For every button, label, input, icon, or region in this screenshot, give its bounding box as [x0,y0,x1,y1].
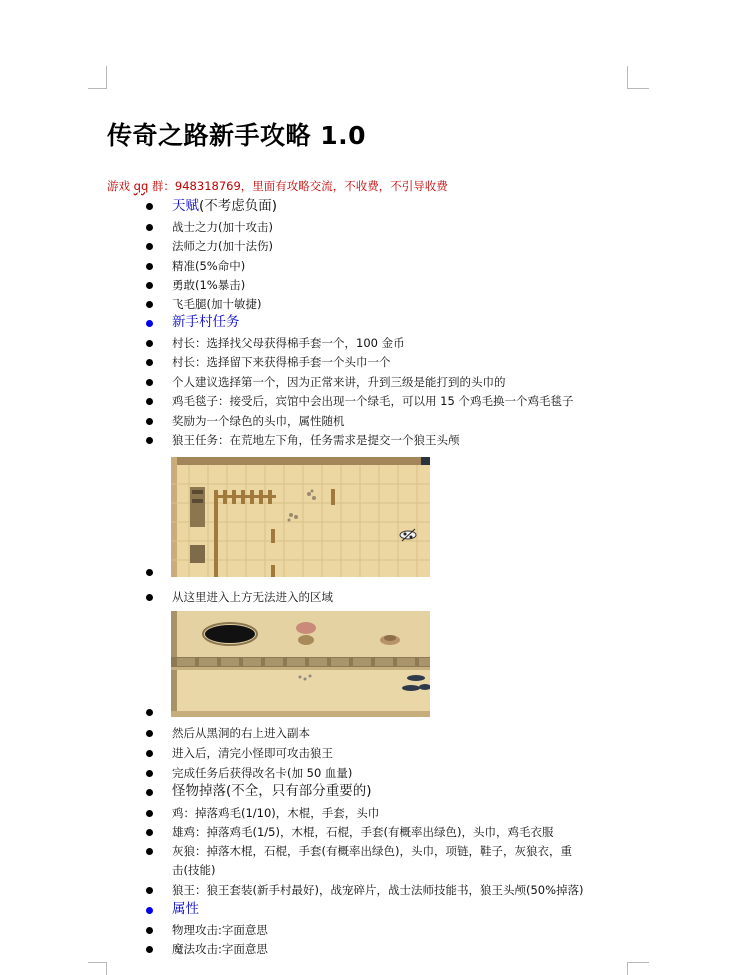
list-item-continuation: 击(技能) [172,863,216,877]
list-item: 完成任务后获得改名卡(加 50 血量) [172,766,353,780]
bullet-icon [146,203,153,210]
list-item: 精准(5%命中) [172,259,246,273]
list-item: 鸡毛毯子：接受后，宾馆中会出现一个绿毛，可以用 15 个鸡毛换一个鸡毛毯子 [172,394,574,408]
list-item: 物理攻击:字面意思 [172,923,268,937]
game-map-image [171,611,430,717]
list-item: 进入后，清完小怪即可攻击狼王 [172,746,333,760]
qq-link[interactable]: qq [133,179,149,193]
quests-heading: 新手村任务 [172,314,240,330]
bullet-icon [146,243,153,250]
list-item: 法师之力(加十法伤) [172,239,273,253]
bullet-icon [146,709,153,716]
list-item: 村长：选择找父母获得棉手套一个，100 金币 [172,336,405,350]
qq-group-line [107,178,448,194]
bullet-icon [146,263,153,270]
crop-mark-top-right [627,66,649,89]
bullet-icon [146,301,153,308]
bullet-icon [146,320,153,327]
list-item: 个人建议选择第一个，因为正常来讲，升到三级是能打到的头巾的 [172,375,506,389]
bullet-icon [146,750,153,757]
crop-mark-bottom-left [88,962,107,975]
qq-rest: 群：948318769，里面有攻略交流，不收费，不引导收费 [148,179,448,193]
list-item: 鸡：掉落鸡毛(1/10)，木棍，手套，头巾 [172,806,380,820]
bullet-icon [146,789,153,796]
bullet-icon [146,946,153,953]
game-map-image [171,457,430,577]
bullet-icon [146,224,153,231]
list-item: 狼王任务：在荒地左下角，任务需求是提交一个狼王头颅 [172,433,460,447]
crop-mark-top-left [88,66,107,89]
bullet-icon [146,770,153,777]
bullet-icon [146,594,153,601]
list-item: 战士之力(加十攻击) [172,220,273,234]
bullet-icon [146,282,153,289]
talents-heading-b: (不考虑负面) [199,198,278,214]
list-item: 飞毛腿(加十敏捷) [172,297,262,311]
list-item: 奖励为一个绿色的头巾，属性随机 [172,414,345,428]
list-item: 村长：选择留下来获得棉手套一个头巾一个 [172,355,391,369]
talents-heading-a: 天赋 [172,198,199,214]
bullet-icon [146,569,153,576]
bullet-icon [146,810,153,817]
bullet-icon [146,927,153,934]
list-item: 勇敢(1%暴击) [172,278,246,292]
bullet-icon [146,379,153,386]
qq-prefix: 游戏 [107,179,134,193]
drops-heading: 怪物掉落(不全，只有部分重要的) [172,783,372,799]
list-item: 灰狼：掉落木棍，石棍，手套(有概率出绿色)，头巾，项链，鞋子，灰狼衣，重 [172,844,572,858]
bullet-icon [146,887,153,894]
crop-mark-bottom-right [627,962,649,975]
game-map-screenshot-1 [171,457,430,577]
bullet-icon [146,848,153,855]
talents-heading [172,198,277,214]
page-title: 传奇之路新手攻略 1.0 [107,121,366,150]
bullet-icon [146,340,153,347]
list-item: 狼王：狼王套装(新手村最好)，战宠碎片，战士法师技能书，狼王头颅(50%掉落) [172,883,584,897]
bullet-icon [146,398,153,405]
list-item: 雄鸡：掉落鸡毛(1/5)，木棍，石棍，手套(有概率出绿色)，头巾，鸡毛衣服 [172,825,554,839]
list-item: 魔法攻击:字面意思 [172,942,268,956]
game-map-screenshot-2 [171,611,430,717]
bullet-icon [146,359,153,366]
attributes-heading: 属性 [172,901,199,917]
bullet-icon [146,907,153,914]
list-item: 从这里进入上方无法进入的区域 [172,590,333,604]
bullet-icon [146,418,153,425]
bullet-icon [146,730,153,737]
bullet-icon [146,437,153,444]
list-item: 然后从黑洞的右上进入副本 [172,726,310,740]
bullet-icon [146,829,153,836]
